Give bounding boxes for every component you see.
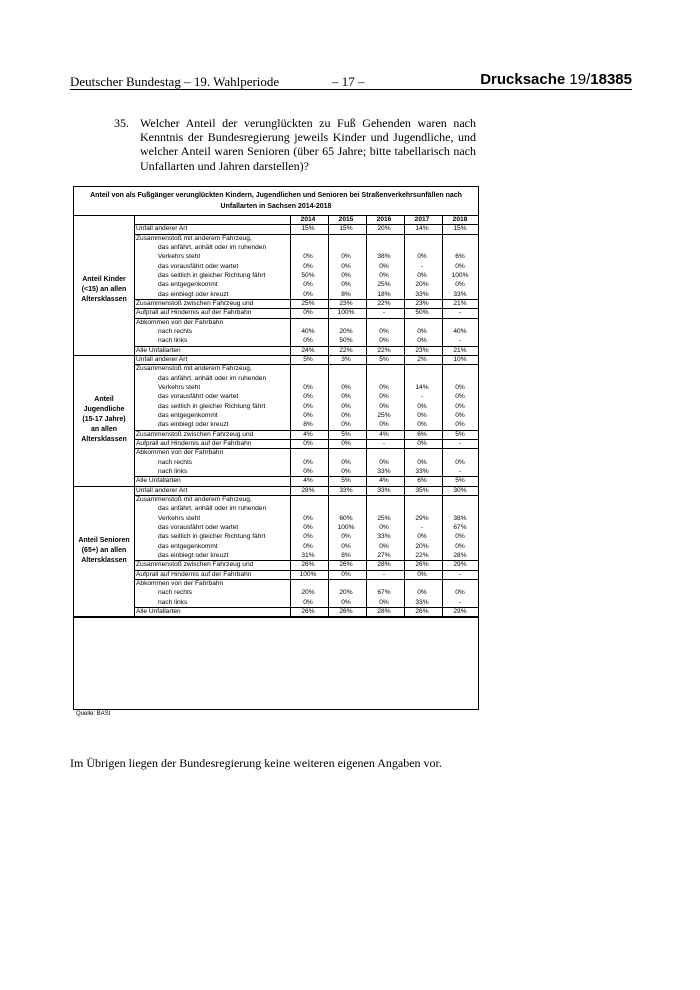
table-row xyxy=(134,262,478,271)
cell-value: 38% xyxy=(453,514,467,522)
row-label: Zusammenstoß zwischen Fahrzeug und xyxy=(136,299,254,307)
table-title-line-2: Unfallarten in Sachsen 2014-2018 xyxy=(220,203,332,210)
cell-value: 38% xyxy=(377,253,391,261)
group-label-line: Altersklassen xyxy=(81,556,127,564)
cell-value: 0% xyxy=(379,337,389,345)
group-label-line: Altersklassen xyxy=(81,295,127,303)
cell-value: 0% xyxy=(417,458,427,466)
cell-value: 33% xyxy=(377,486,391,494)
cell-value: - xyxy=(382,570,386,578)
cell-value: 0% xyxy=(341,253,351,261)
cell-value: 28% xyxy=(377,561,391,569)
cell-value: - xyxy=(458,598,462,606)
table-row xyxy=(134,402,478,411)
cell-value: 40% xyxy=(301,327,315,335)
row-label: Abkommen von der Fahrbahn xyxy=(136,449,224,457)
cell-value: 25% xyxy=(377,281,391,289)
cell-value: 0% xyxy=(303,402,313,410)
cell-value: 0% xyxy=(341,598,351,606)
cell-value: 0% xyxy=(379,523,389,531)
row-label: Abkommen von der Fahrbahn xyxy=(136,318,224,326)
header-drucksache-prefix: 19/ xyxy=(565,71,591,88)
group-label-line: Anteil Senioren xyxy=(78,536,130,544)
table-row xyxy=(134,224,478,233)
cell-value: 5% xyxy=(303,355,313,363)
cell-value: 15% xyxy=(301,225,315,233)
table-row xyxy=(134,504,478,513)
table-row xyxy=(134,448,478,457)
cell-value: 100% xyxy=(451,271,469,279)
cell-value: 26% xyxy=(301,607,315,615)
table-title xyxy=(74,187,478,215)
table-row xyxy=(134,336,478,345)
cell-value: 0% xyxy=(417,337,427,345)
cell-value: 0% xyxy=(417,327,427,335)
cell-value: 0% xyxy=(341,458,351,466)
row-label: Verkehrs steht xyxy=(158,383,201,391)
cell-value: - xyxy=(458,467,462,475)
cell-value: 100% xyxy=(337,523,355,531)
cell-value: 0% xyxy=(417,439,427,447)
row-label: nach rechts xyxy=(158,458,193,466)
row-label: das anfährt, anhält oder im ruhenden xyxy=(158,374,267,382)
row-label: nach links xyxy=(158,598,188,606)
closing-statement: Im Übrigen liegen der Bundesregierung keine weiteren eigenen Angaben vor. xyxy=(70,756,442,770)
cell-value: 18% xyxy=(377,290,391,298)
column-divider xyxy=(442,215,443,616)
header-rule xyxy=(70,89,632,90)
cell-value: 25% xyxy=(377,411,391,419)
cell-value: 50% xyxy=(415,309,429,317)
cell-value: 28% xyxy=(301,486,315,494)
year-header: 2016 xyxy=(376,216,392,223)
group-label-line: Anteil xyxy=(94,396,114,404)
cell-value: 0% xyxy=(417,589,427,597)
cell-value: 60% xyxy=(339,514,353,522)
cell-value: 0% xyxy=(417,570,427,578)
row-label: das vorausfährt oder wartet xyxy=(158,523,239,531)
year-header: 2017 xyxy=(414,216,430,223)
cell-value: - xyxy=(458,309,462,317)
cell-value: 0% xyxy=(455,411,465,419)
cell-value: 20% xyxy=(339,327,353,335)
cell-value: 0% xyxy=(341,271,351,279)
cell-value: 23% xyxy=(415,346,429,354)
cell-value: 0% xyxy=(303,383,313,391)
cell-value: 23% xyxy=(415,299,429,307)
cell-value: 0% xyxy=(303,439,313,447)
row-label: das entgegenkommt xyxy=(158,281,218,289)
cell-value: 5% xyxy=(341,477,351,485)
cell-value: 14% xyxy=(415,225,429,233)
group-label xyxy=(74,275,134,305)
cell-value: - xyxy=(420,393,424,401)
cell-value: 6% xyxy=(417,430,427,438)
cell-value: 0% xyxy=(303,337,313,345)
table-row xyxy=(134,570,478,579)
cell-value: 28% xyxy=(453,551,467,559)
cell-value: 0% xyxy=(379,542,389,550)
table-row xyxy=(134,542,478,551)
column-divider xyxy=(366,215,367,616)
group-label-line: an allen xyxy=(90,426,118,434)
cell-value: 28% xyxy=(377,607,391,615)
cell-value: 100% xyxy=(299,570,317,578)
cell-value: 0% xyxy=(341,542,351,550)
column-divider xyxy=(290,215,291,616)
row-label: das seitlich in gleicher Richtung fährt xyxy=(158,533,266,541)
table-row xyxy=(134,234,478,243)
cell-value: 0% xyxy=(455,383,465,391)
column-divider xyxy=(404,215,405,616)
row-label: das einbiegt oder kreuzt xyxy=(158,290,229,298)
table-row xyxy=(134,346,478,355)
cell-value: - xyxy=(420,523,424,531)
cell-value: 0% xyxy=(341,439,351,447)
cell-value: 20% xyxy=(301,589,315,597)
cell-value: 0% xyxy=(303,393,313,401)
table-row xyxy=(134,560,478,569)
cell-value: - xyxy=(458,439,462,447)
table-title-line-1: Anteil von als Fußgänger verunglückten Kindern, Jugendlichen und Senioren bei Straßenverkehrsunfällen nach xyxy=(90,192,462,199)
cell-value: 6% xyxy=(417,477,427,485)
cell-value: 22% xyxy=(377,299,391,307)
cell-value: 50% xyxy=(339,337,353,345)
cell-value: 0% xyxy=(379,327,389,335)
column-divider xyxy=(134,215,135,616)
row-label: Verkehrs steht xyxy=(158,253,201,261)
column-divider xyxy=(328,215,329,616)
cell-value: - xyxy=(458,337,462,345)
table-row xyxy=(134,271,478,280)
table-row xyxy=(134,383,478,392)
cell-value: 20% xyxy=(415,542,429,550)
cell-value: 10% xyxy=(453,355,467,363)
group-label xyxy=(74,536,134,566)
row-label: nach rechts xyxy=(158,327,193,335)
cell-value: 0% xyxy=(303,458,313,466)
header-drucksache-number: 18385 xyxy=(590,71,632,88)
table-row xyxy=(134,439,478,448)
cell-value: 29% xyxy=(415,514,429,522)
cell-value: 5% xyxy=(455,477,465,485)
row-label: Alle Unfallarten xyxy=(136,477,181,485)
cell-value: 0% xyxy=(455,281,465,289)
row-label: Zusammenstoß mit anderem Fahrzeug, xyxy=(136,495,252,503)
row-label: Unfall anderer Art xyxy=(136,355,188,363)
row-label: nach rechts xyxy=(158,589,193,597)
table-row xyxy=(134,430,478,439)
row-label: Zusammenstoß mit anderem Fahrzeug, xyxy=(136,234,252,242)
group-label-line: Altersklassen xyxy=(81,436,127,444)
cell-value: 0% xyxy=(303,467,313,475)
cell-value: 6% xyxy=(455,253,465,261)
row-label: Verkehrs steht xyxy=(158,514,201,522)
table-row xyxy=(134,551,478,560)
cell-value: 20% xyxy=(377,225,391,233)
cell-value: 15% xyxy=(339,225,353,233)
cell-value: 4% xyxy=(379,430,389,438)
table-row xyxy=(134,327,478,336)
row-label: das seitlich in gleicher Richtung fährt xyxy=(158,271,266,279)
cell-value: 27% xyxy=(377,551,391,559)
cell-value: 21% xyxy=(453,346,467,354)
cell-value: 26% xyxy=(301,561,315,569)
group-label-line: (15-17 Jahre) xyxy=(82,416,126,424)
cell-value: 29% xyxy=(453,561,467,569)
cell-value: 67% xyxy=(377,589,391,597)
year-header: 2015 xyxy=(338,216,354,223)
table-row xyxy=(134,476,478,485)
group-label xyxy=(74,395,134,445)
header-drucksache xyxy=(480,71,632,88)
cell-value: 26% xyxy=(339,607,353,615)
title-divider xyxy=(74,215,478,216)
cell-value: 0% xyxy=(455,458,465,466)
row-label: das entgegenkommt xyxy=(158,411,218,419)
header-drucksache-label: Drucksache xyxy=(480,71,566,88)
table-row xyxy=(134,290,478,299)
table-row xyxy=(134,280,478,289)
cell-value: - xyxy=(382,439,386,447)
cell-value: 21% xyxy=(453,299,467,307)
cell-value: - xyxy=(382,309,386,317)
question-text: Welcher Anteil der verunglückten zu Fuß Gehenden waren nach Kenntnis der Bundesregierung jeweils Kinder und Jugendliche, und welcher Anteil waren Senioren (über 65 Jahre; bitte tabellarisch nach Unfallarten und Jahren darstellen)? xyxy=(140,116,476,173)
cell-value: 0% xyxy=(303,523,313,531)
cell-value: 0% xyxy=(379,402,389,410)
cell-value: 33% xyxy=(415,290,429,298)
cell-value: 0% xyxy=(455,542,465,550)
table-row xyxy=(134,458,478,467)
table-row xyxy=(134,607,478,616)
cell-value: 0% xyxy=(303,533,313,541)
table-row xyxy=(134,411,478,420)
cell-value: 25% xyxy=(377,514,391,522)
cell-value: 67% xyxy=(453,523,467,531)
row-label: Aufprall auf Hindernis auf der Fahrbahn xyxy=(136,439,252,447)
cell-value: 33% xyxy=(453,290,467,298)
row-label: nach links xyxy=(158,337,188,345)
cell-value: 0% xyxy=(379,458,389,466)
table-row xyxy=(134,588,478,597)
row-label: das einbiegt oder kreuzt xyxy=(158,421,229,429)
cell-value: 33% xyxy=(415,467,429,475)
cell-value: 33% xyxy=(415,598,429,606)
cell-value: 0% xyxy=(417,421,427,429)
group-label-line: Jugendliche xyxy=(83,406,125,414)
data-table xyxy=(73,186,479,710)
cell-value: 0% xyxy=(341,393,351,401)
cell-value: 0% xyxy=(341,281,351,289)
cell-value: 0% xyxy=(455,402,465,410)
cell-value: 33% xyxy=(377,467,391,475)
table-row xyxy=(134,355,478,364)
cell-value: 0% xyxy=(303,542,313,550)
row-label: Unfall anderer Art xyxy=(136,225,188,233)
row-label: das anfährt, anhält oder im ruhenden xyxy=(158,243,267,251)
table-row xyxy=(134,364,478,373)
cell-value: 0% xyxy=(303,290,313,298)
cell-value: 3% xyxy=(341,355,351,363)
table-row xyxy=(134,392,478,401)
year-header: 2014 xyxy=(300,216,316,223)
cell-value: 0% xyxy=(417,402,427,410)
cell-value: 0% xyxy=(341,262,351,270)
cell-value: 4% xyxy=(303,430,313,438)
cell-value: - xyxy=(420,262,424,270)
row-label: Abkommen von der Fahrbahn xyxy=(136,579,224,587)
question-number: 35. xyxy=(114,116,129,130)
row-label: das einbiegt oder kreuzt xyxy=(158,551,229,559)
cell-value: 100% xyxy=(337,309,355,317)
row-label: Alle Unfallarten xyxy=(136,607,181,615)
cell-value: 0% xyxy=(341,402,351,410)
group-divider xyxy=(74,616,478,618)
cell-value: 40% xyxy=(453,327,467,335)
table-row xyxy=(134,420,478,429)
cell-value: 0% xyxy=(417,411,427,419)
table-row xyxy=(134,467,478,476)
cell-value: 26% xyxy=(415,561,429,569)
row-label: das vorausfährt oder wartet xyxy=(158,393,239,401)
row-label: Zusammenstoß mit anderem Fahrzeug, xyxy=(136,365,252,373)
cell-value: 20% xyxy=(415,281,429,289)
table-source: Quelle: BASt xyxy=(76,711,111,717)
cell-value: 26% xyxy=(415,607,429,615)
cell-value: 0% xyxy=(341,570,351,578)
table-row xyxy=(134,252,478,261)
cell-value: 22% xyxy=(415,551,429,559)
cell-value: 22% xyxy=(377,346,391,354)
cell-value: 26% xyxy=(339,561,353,569)
group-label-line: Anteil Kinder xyxy=(82,275,126,283)
cell-value: 4% xyxy=(303,477,313,485)
group-label-line: (<15) an allen xyxy=(81,285,127,293)
row-label: Aufprall auf Hindernis auf der Fahrbahn xyxy=(136,570,252,578)
cell-value: 29% xyxy=(453,607,467,615)
cell-value: 0% xyxy=(455,589,465,597)
cell-value: 0% xyxy=(303,309,313,317)
table-row xyxy=(134,532,478,541)
cell-value: 5% xyxy=(455,430,465,438)
cell-value: 0% xyxy=(341,383,351,391)
cell-value: 8% xyxy=(341,551,351,559)
year-header: 2018 xyxy=(452,216,468,223)
cell-value: 0% xyxy=(341,411,351,419)
cell-value: 0% xyxy=(341,533,351,541)
cell-value: 30% xyxy=(453,486,467,494)
cell-value: 35% xyxy=(415,486,429,494)
cell-value: 23% xyxy=(339,299,353,307)
table-row xyxy=(134,579,478,588)
cell-value: 0% xyxy=(417,271,427,279)
cell-value: 25% xyxy=(301,299,315,307)
table-row xyxy=(134,299,478,308)
cell-value: 22% xyxy=(339,346,353,354)
row-label: das anfährt, anhält oder im ruhenden xyxy=(158,505,267,513)
cell-value: 0% xyxy=(303,281,313,289)
cell-value: 0% xyxy=(455,421,465,429)
cell-value: 0% xyxy=(455,262,465,270)
header-page-number: – 17 – xyxy=(332,74,365,89)
row-label: das entgegenkommt xyxy=(158,542,218,550)
row-label: Aufprall auf Hindernis auf der Fahrbahn xyxy=(136,309,252,317)
cell-value: 0% xyxy=(303,411,313,419)
cell-value: 24% xyxy=(301,346,315,354)
table-row xyxy=(134,495,478,504)
cell-value: 0% xyxy=(341,421,351,429)
table-row xyxy=(134,598,478,607)
cell-value: 0% xyxy=(303,514,313,522)
cell-value: 15% xyxy=(453,225,467,233)
row-label: Zusammenstoß zwischen Fahrzeug und xyxy=(136,561,254,569)
cell-value: 0% xyxy=(303,262,313,270)
cell-value: 5% xyxy=(341,430,351,438)
table-row xyxy=(134,318,478,327)
cell-value: 0% xyxy=(379,271,389,279)
row-label: das vorausfährt oder wartet xyxy=(158,262,239,270)
table-row xyxy=(134,486,478,495)
cell-value: 0% xyxy=(417,533,427,541)
cell-value: 0% xyxy=(379,393,389,401)
table-row xyxy=(134,514,478,523)
cell-value: 8% xyxy=(341,290,351,298)
cell-value: 0% xyxy=(303,253,313,261)
cell-value: 0% xyxy=(379,383,389,391)
cell-value: 0% xyxy=(417,253,427,261)
cell-value: 0% xyxy=(379,262,389,270)
row-label: das seitlich in gleicher Richtung fährt xyxy=(158,402,266,410)
cell-value: 33% xyxy=(339,486,353,494)
table-row xyxy=(134,243,478,252)
header-left: Deutscher Bundestag – 19. Wahlperiode xyxy=(70,74,280,89)
cell-value: 0% xyxy=(455,393,465,401)
cell-value: 31% xyxy=(301,551,315,559)
cell-value: 20% xyxy=(339,589,353,597)
cell-value: 50% xyxy=(301,271,315,279)
row-label: Unfall anderer Art xyxy=(136,486,188,494)
table-row xyxy=(134,308,478,317)
cell-value: 33% xyxy=(377,533,391,541)
cell-value: 0% xyxy=(455,533,465,541)
group-label-line: (65+) an allen xyxy=(81,546,127,554)
cell-value: - xyxy=(458,570,462,578)
cell-value: 4% xyxy=(379,477,389,485)
cell-value: 0% xyxy=(379,598,389,606)
table-row xyxy=(134,374,478,383)
cell-value: 0% xyxy=(379,421,389,429)
question xyxy=(114,116,476,173)
table-row xyxy=(134,523,478,532)
cell-value: 5% xyxy=(379,355,389,363)
row-label: Alle Unfallarten xyxy=(136,346,181,354)
cell-value: 8% xyxy=(303,421,313,429)
cell-value: 14% xyxy=(415,383,429,391)
row-label: Zusammenstoß zwischen Fahrzeug und xyxy=(136,430,254,438)
cell-value: 0% xyxy=(341,467,351,475)
cell-value: 2% xyxy=(417,355,427,363)
row-label: nach links xyxy=(158,467,188,475)
cell-value: 0% xyxy=(303,598,313,606)
